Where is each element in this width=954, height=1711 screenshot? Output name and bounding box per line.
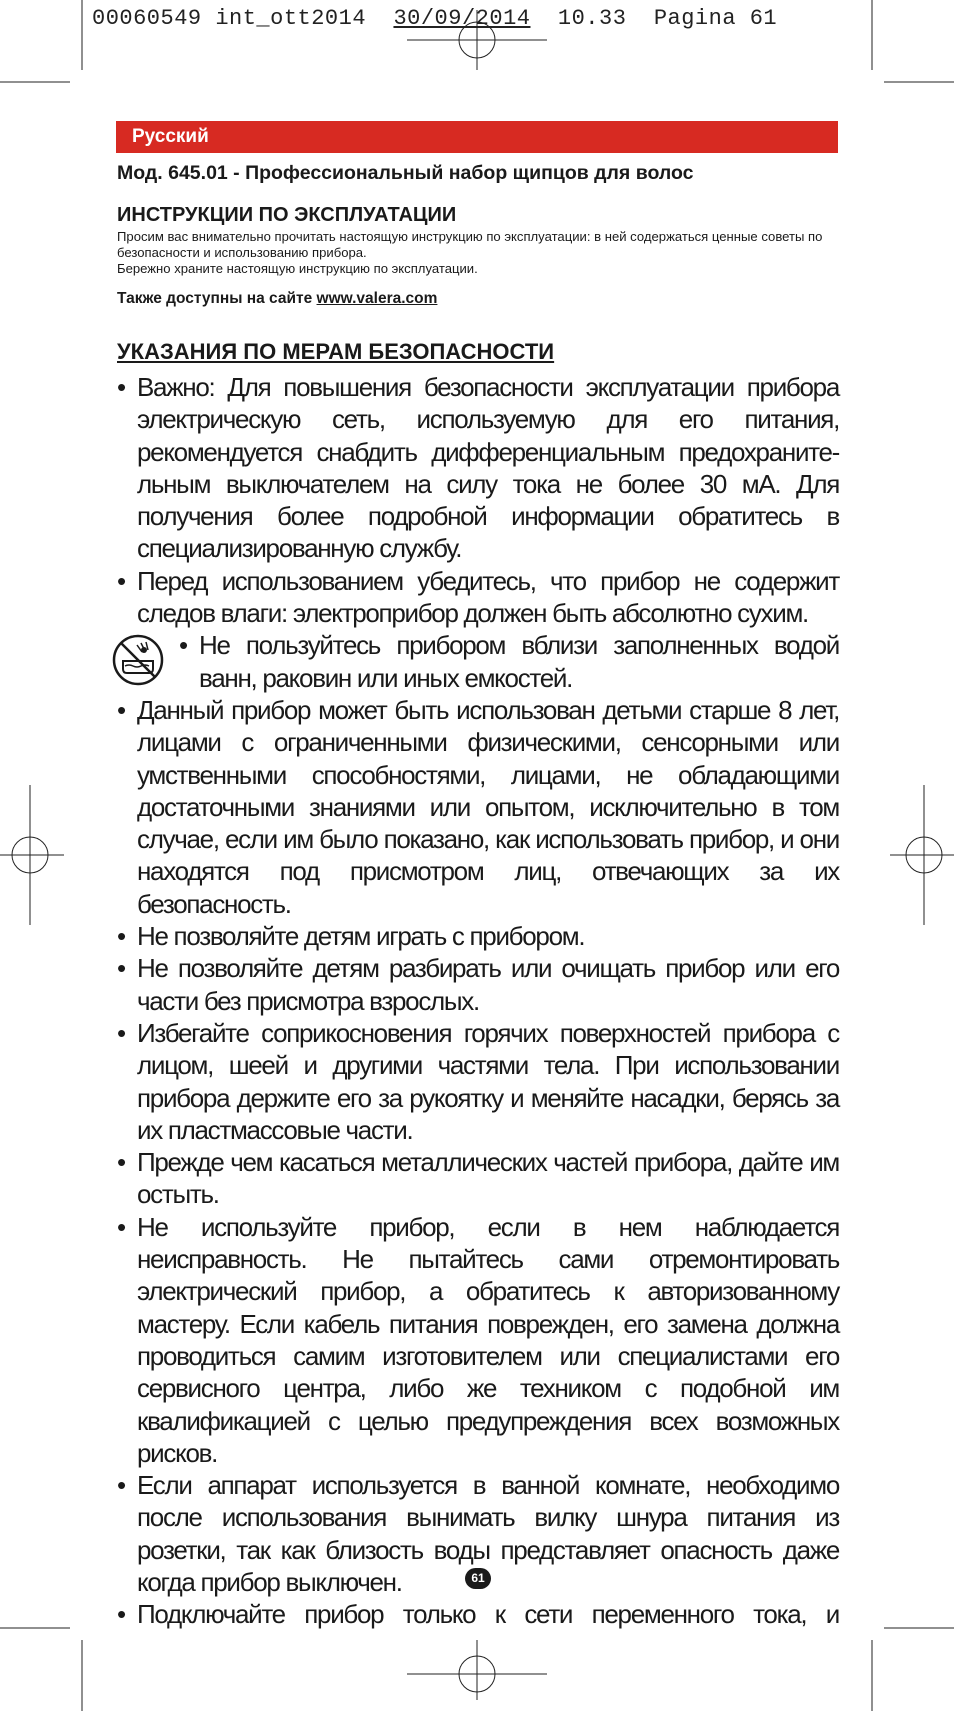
intro-paragraph: Просим вас внимательно прочитать настоящую инструкцию по эксплуатации: в ней содержаться ценные советы по безопасности и использованию прибора. <box>117 229 823 260</box>
safety-item: • Данный прибор может быть использован детьми старше 8 лет, лицами с ограниченными физическими, сенсорными или умственными способностями, лицами, не обладающими достаточными знаниями или опытом, исключительно в том случае, если им было показано, как использовать прибор, и они находятся под присмотром лиц, отвечающих за их безопасность. <box>117 694 839 920</box>
safety-item: • Перед использованием убедитесь, что прибор не содержит следов влаги: электроприбор должен быть абсолютно сухим. <box>117 565 839 630</box>
safety-list <box>117 371 839 1631</box>
safety-item: • Не позволяйте детям разбирать или очищать прибор или его части без присмотра взрослых. <box>117 952 839 1017</box>
slug-page-label: Pagina 61 <box>653 6 778 31</box>
safety-item: • Не используйте прибор, если в нем наблюдается неисправность. Не пытайтесь сами отремонтировать электрический прибор, а обратитесь к авторизованному мастеру. Если кабель питания поврежден, его замена должна проводиться самим изготовителем или специалистами его сервисного центра, либо же техником с подобной им квалификацией с целью предупреждения всех возможных рисков. <box>117 1211 839 1469</box>
slug-date: 30/09/2014 <box>393 6 531 31</box>
also-available-line <box>117 290 437 308</box>
intro-text <box>117 229 839 277</box>
page-number: 61 <box>465 1568 491 1589</box>
safety-item: • Если аппарат используется в ванной комнате, необходимо после использования вынимать вилку шнура питания из розетки, так как близость воды представляет опасность даже когда прибор выключен. <box>117 1469 839 1598</box>
safety-item-with-icon <box>117 629 839 694</box>
slug-file: 00060549 int_ott2014 <box>92 6 367 31</box>
language-label: Русский <box>132 126 209 147</box>
safety-item: • Прежде чем касаться металлических частей прибора, дайте им остыть. <box>117 1146 839 1211</box>
also-available-text: Также доступны на сайте <box>117 290 313 307</box>
model-title: Мод. 645.01 - Профессиональный набор щипцов для волос <box>117 162 694 184</box>
slug-time: 10.33 <box>557 6 627 31</box>
website-link[interactable]: www.valera.com <box>316 290 438 307</box>
safety-item: • Важно: Для повышения безопасности эксплуатации прибора электрическую сеть, используемую для его питания, рекомендуется снабдить дифференциальным предохраните-льным выключателем на силу тока не более 30 мА. Для получения более подробной информации обратитесь в специализированную службу. <box>117 371 839 565</box>
language-header-bar <box>116 121 838 153</box>
safety-item: • Избегайте соприкосновения горячих поверхностей прибора с лицом, шеей и другими частями тела. При использовании прибора держите его за рукоятку и меняйте насадки, берясь за их пластмассовые части. <box>117 1017 839 1146</box>
safety-item: • Не позволяйте детям играть с прибором. <box>117 920 839 952</box>
print-slug <box>92 6 777 31</box>
instructions-title: ИНСТРУКЦИИ ПО ЭКСПЛУАТАЦИИ <box>117 204 457 226</box>
safety-item: • Подключайте прибор только к сети переменного тока, и <box>117 1598 839 1630</box>
safety-section-title: УКАЗАНИЯ ПО МЕРАМ БЕЗОПАСНОСТИ <box>117 339 555 364</box>
safety-item: • Не пользуйтесь прибором вблизи заполненных водой ванн, раковин или иных емкостей. <box>117 629 839 694</box>
intro-paragraph: Бережно храните настоящую инструкцию по эксплуатации. <box>117 261 478 276</box>
